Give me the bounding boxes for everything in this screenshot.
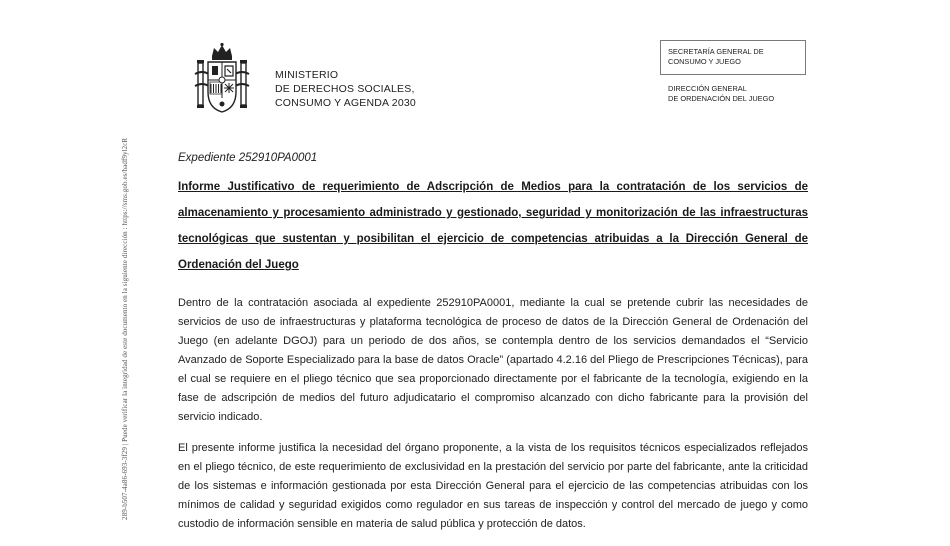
document-title: Informe Justificativo de requerimiento de Adscripción de Medios para la contratación de los servicios de almacenamiento y procesamiento administrado y gestionado, seguridad y monitorización de las infraestructuras tecnológicas que sustentan y posibilitan el ejercicio de competencias atribuidas a la Dirección General de Ordenación del Juego [178, 181, 808, 271]
expediente-label: Expediente 252910PA0001 [178, 152, 318, 164]
ministry-line: CONSUMO Y AGENDA 2030 [275, 97, 416, 109]
secretariat-box [660, 40, 806, 75]
directorate-line: DE ORDENACIÓN DEL JUEGO [668, 94, 775, 103]
secretariat-line: CONSUMO Y JUEGO [668, 57, 741, 66]
secretariat-line: SECRETARÍA GENERAL DE [668, 47, 764, 56]
ministry-name [275, 68, 416, 110]
ministry-line: MINISTERIO [275, 69, 339, 81]
spain-coat-of-arms-icon [194, 42, 250, 118]
ministry-line: DE DERECHOS SOCIALES, [275, 83, 415, 95]
verification-strip: 289-b507-4a86-693-3f29 | Puede verificar la integridad de este documento en la siguiente dirección : https://sms.gob.es/hadf9yl2cR [121, 137, 129, 520]
directorate-name [668, 84, 774, 104]
body-paragraph: El presente informe justifica la necesidad del órgano proponente, a la vista de los requisitos técnicos especializados reflejados en el pliego técnico, de este requerimiento de exclusividad en la prestación del servicio por parte del fabricante, ante la criticidad de los sistemas e información gestionada por esta Dirección General para el ejercicio de las competencias atribuidas con los mínimos de calidad y seguridad exigidos como regulador en sus tareas de inspección y control del mercado de juego y como custodio de información sensible en materia de salud pública y protección de datos. [178, 442, 808, 530]
document-body [178, 152, 808, 546]
directorate-line: DIRECCIÓN GENERAL [668, 84, 747, 93]
body-paragraph: Dentro de la contratación asociada al expediente 252910PA0001, mediante la cual se pretende cubrir las necesidades de servicios de uso de infraestructuras y plataforma tecnológica de proceso de datos de la Dirección General de Ordenación del Juego (en adelante DGOJ) para un periodo de dos años, se contempla dentro de los servicios demandados el “Servicio Avanzado de Soporte Especializado para la base de datos Oracle” (apartado 4.2.16 del Pliego de Prescripciones Técnicas), para el cual se requiere en el pliego técnico que sea proporcionado directamente por el fabricante de la tecnología, exigiendo en la fase de adscripción de medios del futuro adjudicatario el compromiso alcanzado con dicho fabricante para la provisión del servicio indicado. [178, 297, 808, 423]
